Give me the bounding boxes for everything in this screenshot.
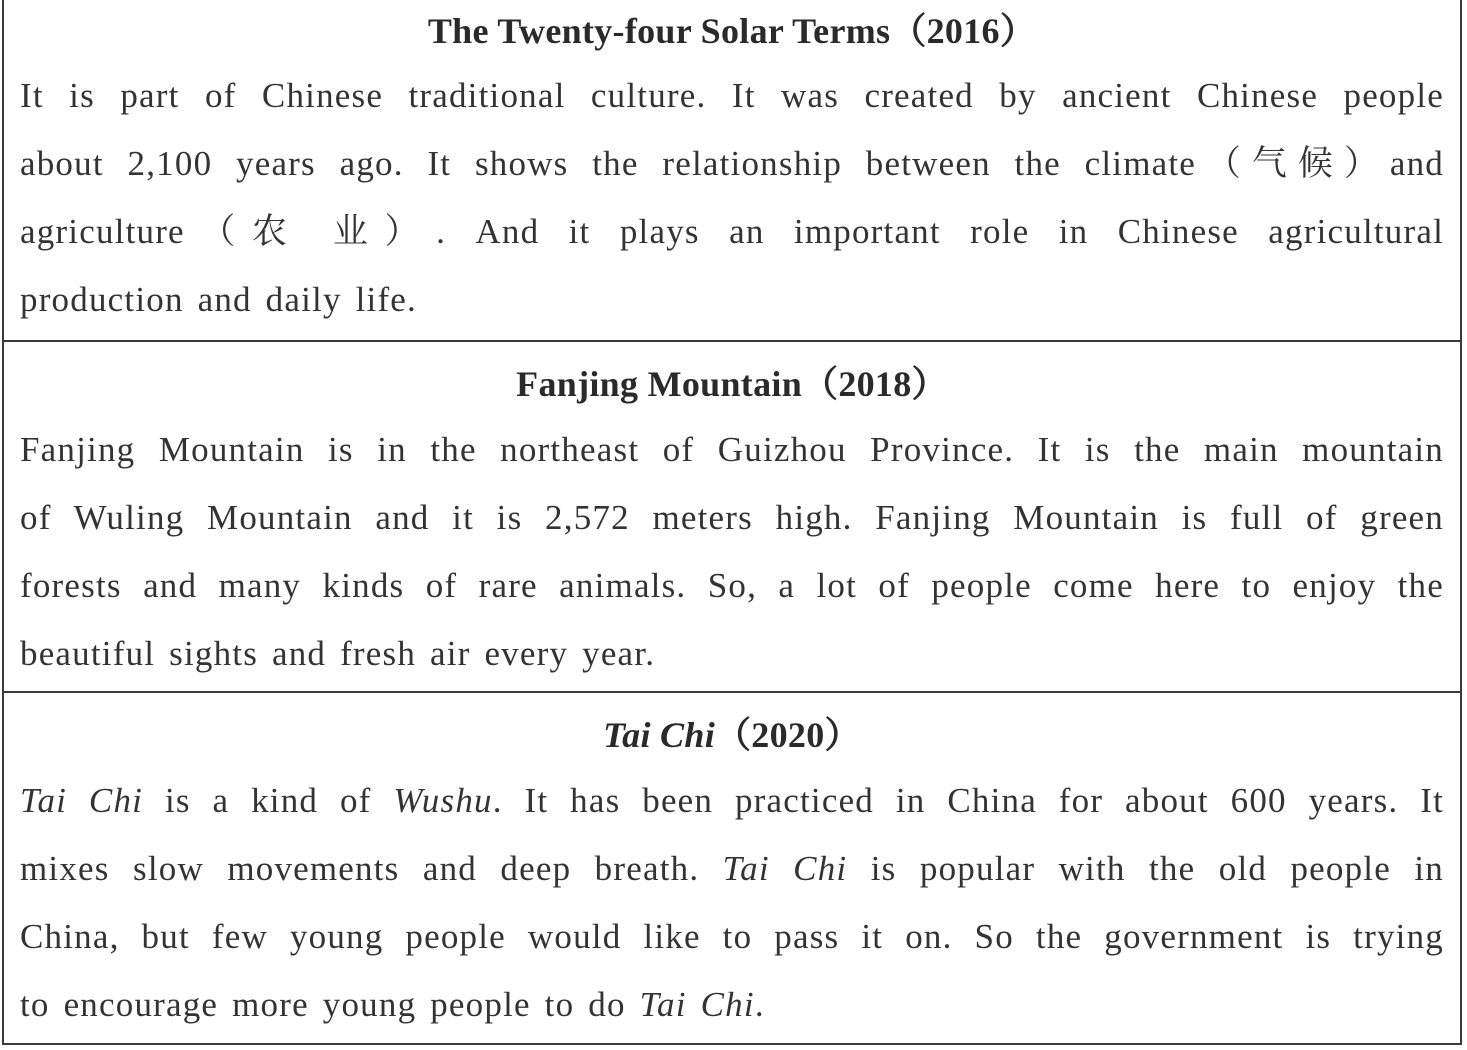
section-title: The Twenty-four Solar Terms（2016） xyxy=(427,11,1037,51)
body-line: production and daily life. xyxy=(20,280,417,319)
italic-term: Wushu xyxy=(393,781,493,820)
body-line: It is part of Chinese traditional culture. It was created by ancient Chinese people xyxy=(20,76,1444,115)
title-year: （2020） xyxy=(715,715,861,755)
text-run: to encourage more young people to do xyxy=(20,985,640,1024)
body-line: agriculture（农 业）. And it plays an important role in Chinese agricultural xyxy=(20,212,1444,251)
title-italic: Tai Chi xyxy=(603,715,715,755)
body-line xyxy=(4,767,1460,835)
section-body xyxy=(4,416,1460,688)
body-line: Fanjing Mountain is in the northeast of Guizhou Province. It is the main mountain xyxy=(20,430,1444,469)
body-line: forests and many kinds of rare animals. So, a lot of people come here to enjoy the xyxy=(20,566,1444,605)
info-table xyxy=(2,0,1462,1045)
italic-term: Tai Chi xyxy=(722,849,848,888)
body-line: of Wuling Mountain and it is 2,572 meters high. Fanjing Mountain is full of green xyxy=(20,498,1444,537)
section-tai-chi xyxy=(4,691,1460,1043)
body-line: beautiful sights and fresh air every year. xyxy=(20,634,656,673)
text-run: is popular with the old people in xyxy=(847,849,1444,888)
text-run: mixes slow movements and deep breath. xyxy=(20,849,723,888)
body-line xyxy=(4,835,1460,903)
italic-term: Tai Chi xyxy=(20,781,144,820)
section-title: Fanjing Mountain（2018） xyxy=(516,364,948,404)
section-body xyxy=(4,767,1460,1039)
italic-term: Tai Chi xyxy=(639,985,755,1024)
section-fanjing-mountain xyxy=(4,340,1460,691)
text-run: is a kind of xyxy=(143,781,394,820)
section-title xyxy=(4,711,1460,759)
text-run: . xyxy=(754,985,765,1024)
text-run: . It has been practiced in China for about 600 years. It xyxy=(492,781,1444,820)
body-line xyxy=(4,971,1460,1039)
section-body xyxy=(4,62,1460,334)
body-line: about 2,100 years ago. It shows the relationship between the climate（气候）and xyxy=(20,144,1444,183)
section-solar-terms xyxy=(4,0,1460,340)
body-line: China, but few young people would like to pass it on. So the government is trying xyxy=(20,917,1444,956)
